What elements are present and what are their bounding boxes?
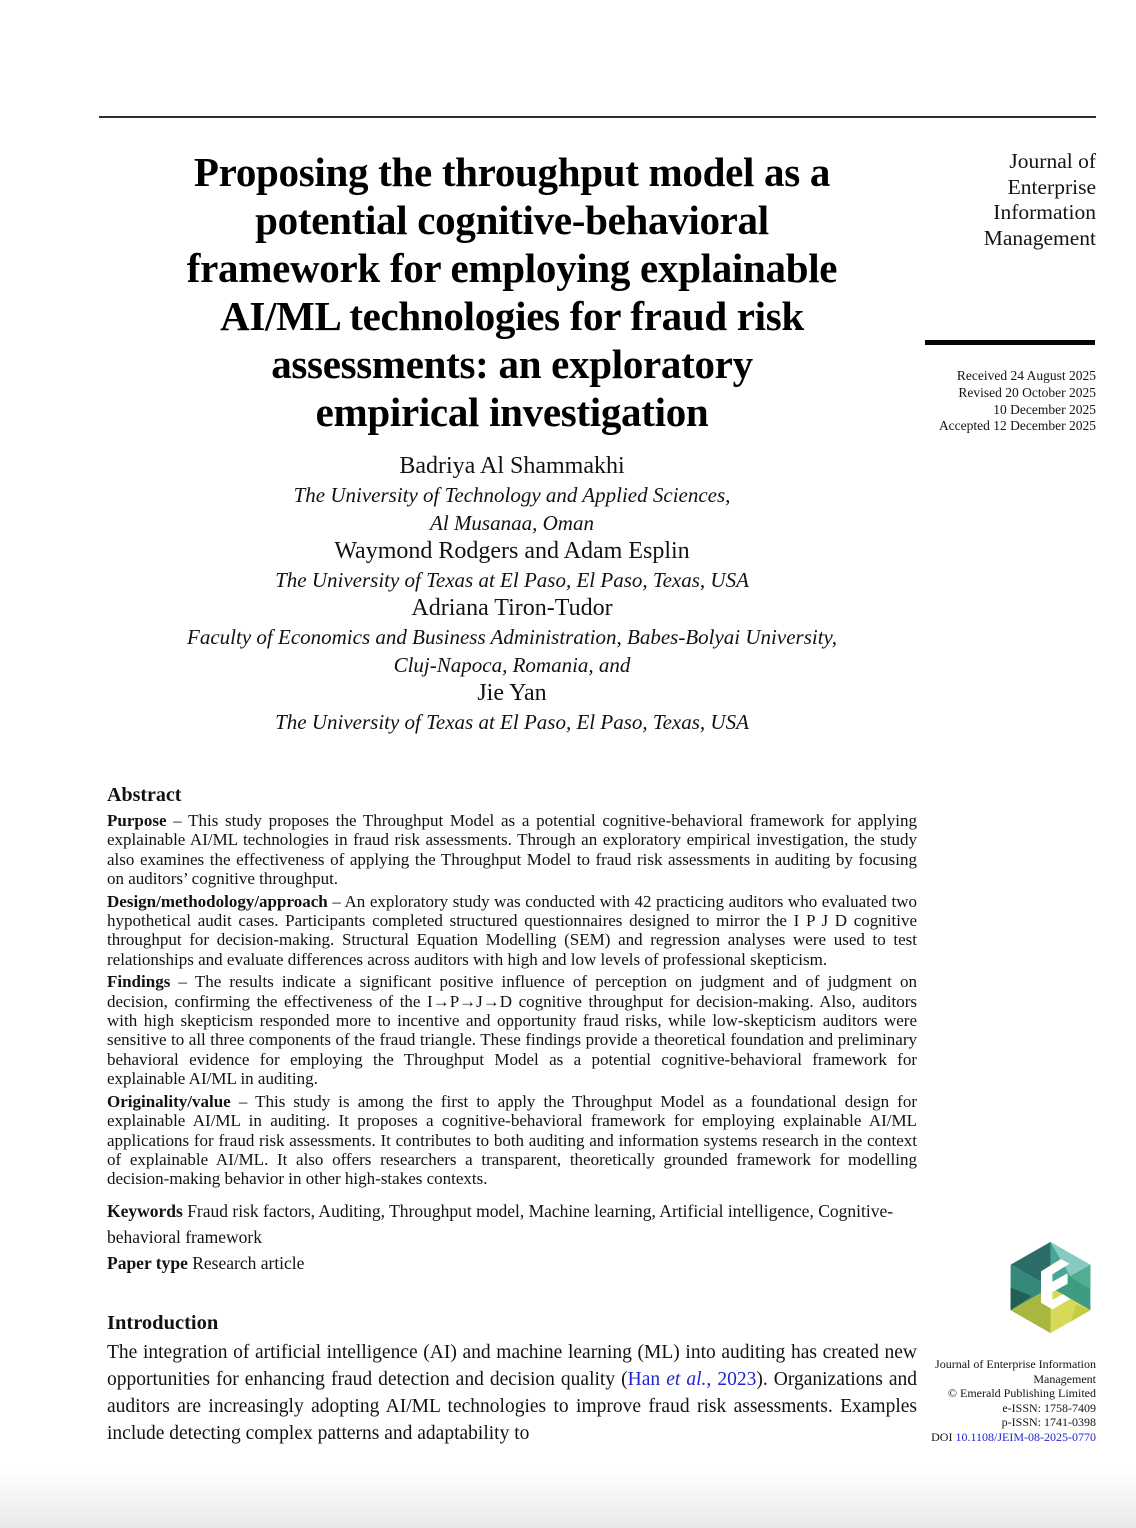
article-title	[107, 148, 917, 436]
abstract-originality	[107, 1092, 917, 1189]
journal-name-line: Management	[983, 225, 1096, 250]
author-affiliation: Al Musanaa, Oman	[430, 511, 594, 535]
author-affiliation: Faculty of Economics and Business Administration, Babes-Bolyai University,	[187, 625, 837, 649]
paper-type	[107, 1250, 917, 1276]
abstract-design	[107, 892, 917, 970]
journal-masthead	[925, 149, 1096, 251]
title-line: potential cognitive-behavioral	[255, 197, 769, 243]
imprint-eissn: e-ISSN: 1758-7409	[1002, 1400, 1096, 1415]
title-line: framework for employing explainable	[186, 245, 838, 291]
section-text: – The results indicate a significant positive influence of perception on judgment and of judgment on decision, confirming the effectiveness of the I→P→J→D cognitive throughput for decision-making. Also, auditors with high skepticism responded more to incentive and opportunity fraud risks, while low-skepticism auditors were sensitive to all three components of the fraud triangle. These findings provide a theoretical foundation and preliminary behavioral evidence for employing the Throughput Model as a potential cognitive-behavioral framework for explainable AI/ML in auditing.	[107, 972, 918, 1089]
title-line: assessments: an exploratory	[271, 341, 753, 387]
accepted-date: Accepted 12 December 2025	[938, 418, 1096, 434]
imprint-doi	[886, 1430, 1096, 1445]
author-name: Waymond Rodgers and Adam Esplin	[334, 538, 690, 564]
introduction-heading: Introduction	[107, 1311, 219, 1334]
imprint-copyright: © Emerald Publishing Limited	[947, 1386, 1096, 1401]
doi-label: DOI	[931, 1429, 956, 1444]
keywords-text: Fraud risk factors, Auditing, Throughput model, Machine learning, Artificial intelligence, Cognitive-behavioral framework	[107, 1200, 894, 1247]
page-edge-shadow	[0, 1470, 1136, 1528]
paper-type-label: Paper type	[107, 1252, 188, 1273]
sidebar-thick-rule	[925, 340, 1095, 345]
section-text: – This study is among the first to apply the Throughput Model as a foundational design for explainable AI/ML in auditing. It proposes a cognitive-behavioral framework for employing explainable AI/ML applications for fraud risk assessments. It contributes to both auditing and information systems research in the context of explainable AI/ML. It also offers researchers a transparent, theoretically grounded framework for modelling decision-making behavior in other high-stakes contexts.	[107, 1091, 917, 1189]
intro-text: ). Organizations and auditors are increasingly adopting AI/ML technologies to improve fraud risk assessments. Examples include detecting complex patterns and adaptability to	[107, 1368, 917, 1445]
abstract-heading: Abstract	[107, 784, 182, 806]
title-line: AI/ML technologies for fraud risk	[220, 293, 804, 339]
author-affiliation: The University of Texas at El Paso, El Paso, Texas, USA	[275, 710, 749, 734]
keywords-label: Keywords	[107, 1200, 183, 1221]
author-name: Adriana Tiron-Tudor	[411, 595, 613, 621]
author-name: Jie Yan	[477, 680, 547, 706]
intro-text: The integration of artificial intelligence (AI) and machine learning (ML) into auditing has created new opportunities for enhancing fraud detection and decision quality (	[107, 1341, 917, 1390]
imprint-journal-name: Management	[1033, 1371, 1096, 1386]
author-affiliation: The University of Texas at El Paso, El Paso, Texas, USA	[275, 568, 749, 592]
paper-type-value: Research article	[192, 1252, 305, 1273]
received-date: Received 24 August 2025	[956, 368, 1096, 383]
revised-date-2: 10 December 2025	[993, 401, 1096, 417]
emerald-publishing-logo-icon	[1003, 1239, 1098, 1336]
section-label: Design/methodology/approach	[107, 891, 328, 911]
journal-name-line: Enterprise	[1007, 174, 1096, 199]
introduction-paragraph	[107, 1339, 917, 1448]
citation-link-han-2023[interactable]: Han et al., 2023	[627, 1368, 757, 1390]
main-column	[107, 148, 917, 1448]
section-text: – An exploratory study was conducted with 42 practicing auditors who evaluated two hypothetical audit cases. Participants completed structured questionnaires designed to mirror the I P J D cognitive throughput for decision-making. Structural Equation Modelling (SEM) and regression analyses were used to test relationships and evaluate differences across auditors with high and low levels of professional skepticism.	[107, 891, 918, 969]
revised-date: Revised 20 October 2025	[958, 384, 1096, 400]
imprint-pissn: p-ISSN: 1741-0398	[1001, 1415, 1096, 1430]
abstract-findings	[107, 972, 917, 1088]
section-text: – This study proposes the Throughput Model as a potential cognitive-behavioral framework for applying explainable AI/ML technologies in fraud risk assessments. Through an exploratory empirical investigation, the study also examines the effectiveness of applying the Throughput Model to fraud risk assessments in auditing by focusing on auditors’ cognitive throughput.	[107, 811, 917, 889]
imprint-block	[886, 1357, 1096, 1445]
section-label: Purpose	[107, 811, 167, 830]
doi-link[interactable]: 10.1108/JEIM-08-2025-0770	[955, 1429, 1096, 1444]
author-affiliation: Cluj-Napoca, Romania, and	[393, 653, 631, 677]
abstract-purpose	[107, 811, 917, 889]
title-line: Proposing the throughput model as a	[193, 149, 831, 195]
title-line: empirical investigation	[315, 389, 709, 435]
section-label: Originality/value	[107, 1091, 231, 1111]
journal-name-line: Information	[993, 200, 1096, 224]
journal-name-line: Journal of	[1009, 149, 1096, 173]
author-name: Badriya Al Shammakhi	[399, 453, 625, 479]
section-label: Findings	[107, 972, 171, 992]
imprint-journal-name: Journal of Enterprise Information	[935, 1357, 1096, 1371]
top-horizontal-rule	[99, 116, 1096, 118]
author-affiliation: The University of Technology and Applied Sciences,	[293, 483, 731, 507]
author-block	[107, 452, 917, 736]
keywords	[107, 1198, 917, 1250]
